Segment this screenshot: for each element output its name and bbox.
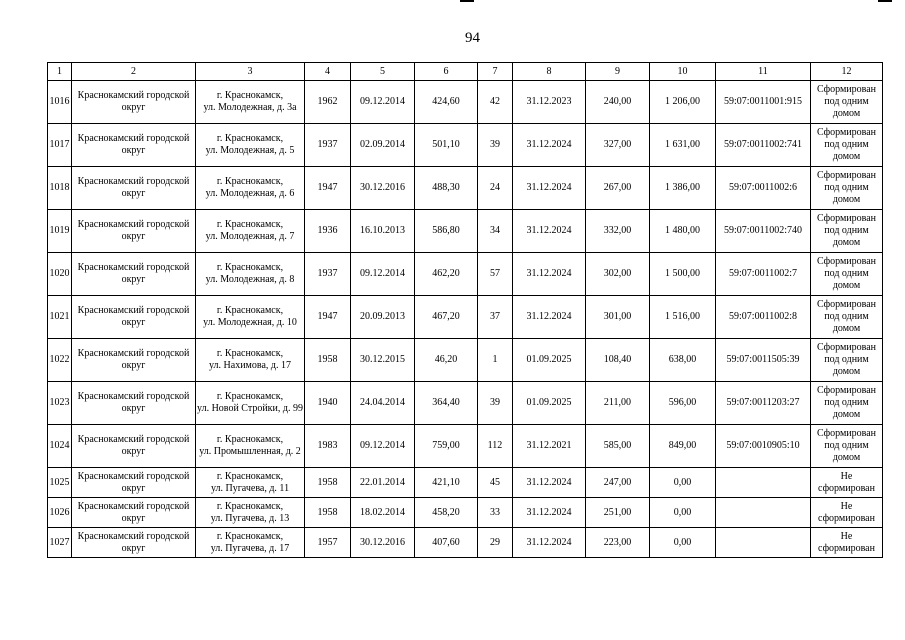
cell-date: 24.04.2014 [351,382,415,425]
cell-year: 1983 [305,425,351,468]
scan-mark [460,0,474,2]
cell-municipality: Краснокамский городской округ [72,81,196,124]
cell-cost: 1 631,00 [650,124,716,167]
cell-area: 501,10 [415,124,478,167]
address-street: ул. Молодежная, д. 5 [205,145,295,156]
cell-municipality: Краснокамский городской округ [72,339,196,382]
cell-deadline: 31.12.2023 [513,81,586,124]
address-city: г. Краснокамск, [216,348,284,359]
cell-cost: 1 206,00 [650,81,716,124]
cell-year: 1947 [305,296,351,339]
cell-cost: 0,00 [650,528,716,558]
address-city: г. Краснокамск, [216,305,284,316]
page-number: 94 [465,30,480,46]
column-header: 10 [650,63,716,81]
column-header: 11 [716,63,811,81]
column-header: 4 [305,63,351,81]
cell-address [196,210,305,253]
cell-residents: 34 [478,210,513,253]
cell-area: 421,10 [415,468,478,498]
cell-deadline: 01.09.2025 [513,382,586,425]
cell-cost: 0,00 [650,468,716,498]
cell-municipality: Краснокамский городской округ [72,124,196,167]
table-row [48,498,883,528]
cell-cadastral-number: 59:07:0011505:39 [716,339,811,382]
cell-municipality: Краснокамский городской округ [72,210,196,253]
cell-row-number: 1025 [48,468,72,498]
cell-date: 20.09.2013 [351,296,415,339]
cell-land-area: 240,00 [586,81,650,124]
cell-cadastral-number: 59:07:0011002:740 [716,210,811,253]
address-street: ул. Промышленная, д. 2 [199,446,301,457]
cell-cadastral-number: 59:07:0011002:6 [716,167,811,210]
cell-area: 424,60 [415,81,478,124]
table-row [48,167,883,210]
cell-residents: 45 [478,468,513,498]
address-city: г. Краснокамск, [216,470,284,482]
cell-row-number: 1019 [48,210,72,253]
table-row [48,468,883,498]
cell-cost: 1 480,00 [650,210,716,253]
cell-cadastral-number: 59:07:0010905:10 [716,425,811,468]
address-street: ул. Молодежная, д. 8 [205,274,295,285]
cell-year: 1957 [305,528,351,558]
cell-date: 09.12.2014 [351,81,415,124]
cell-date: 30.12.2016 [351,528,415,558]
cell-land-area: 251,00 [586,498,650,528]
address-street: ул. Пугачева, д. 11 [210,482,290,494]
column-header: 9 [586,63,650,81]
cell-cost: 596,00 [650,382,716,425]
column-header: 7 [478,63,513,81]
cell-address [196,382,305,425]
address-city: г. Краснокамск, [216,176,284,187]
cell-status: Сформирован под одним домом [811,425,883,468]
cell-residents: 42 [478,81,513,124]
cell-year: 1958 [305,339,351,382]
cell-residents: 57 [478,253,513,296]
cell-status: Сформирован под одним домом [811,339,883,382]
cell-area: 407,60 [415,528,478,558]
address-city: г. Краснокамск, [216,133,284,144]
cell-land-area: 302,00 [586,253,650,296]
cell-status: Сформирован под одним домом [811,167,883,210]
cell-status: Сформирован под одним домом [811,296,883,339]
column-header: 5 [351,63,415,81]
cell-area: 46,20 [415,339,478,382]
cell-municipality: Краснокамский городской округ [72,296,196,339]
cell-land-area: 223,00 [586,528,650,558]
cell-cadastral-number [716,498,811,528]
table-row [48,339,883,382]
registry-table [47,62,883,558]
cell-status: Сформирован под одним домом [811,210,883,253]
cell-residents: 112 [478,425,513,468]
cell-area: 462,20 [415,253,478,296]
cell-residents: 33 [478,498,513,528]
address-city: г. Краснокамск, [216,500,284,512]
table-header-row [48,63,883,81]
cell-address [196,528,305,558]
column-header: 1 [48,63,72,81]
address-street: ул. Пугачева, д. 17 [210,542,290,554]
cell-cadastral-number: 59:07:0011001:915 [716,81,811,124]
cell-land-area: 585,00 [586,425,650,468]
cell-land-area: 247,00 [586,468,650,498]
cell-cadastral-number: 59:07:0011002:8 [716,296,811,339]
cell-status: Сформирован под одним домом [811,81,883,124]
cell-cost: 1 386,00 [650,167,716,210]
cell-cost: 849,00 [650,425,716,468]
cell-deadline: 31.12.2024 [513,468,586,498]
cell-municipality: Краснокамский городской округ [72,528,196,558]
cell-row-number: 1018 [48,167,72,210]
cell-deadline: 31.12.2024 [513,296,586,339]
address-street: ул. Новой Стройки, д. 99 [197,403,303,414]
cell-deadline: 31.12.2024 [513,124,586,167]
cell-year: 1940 [305,382,351,425]
cell-status: Сформирован под одним домом [811,124,883,167]
cell-date: 30.12.2015 [351,339,415,382]
address-city: г. Краснокамск, [216,530,284,542]
cell-municipality: Краснокамский городской округ [72,253,196,296]
cell-cadastral-number: 59:07:0011002:7 [716,253,811,296]
cell-row-number: 1024 [48,425,72,468]
cell-area: 458,20 [415,498,478,528]
cell-residents: 39 [478,124,513,167]
table-row [48,382,883,425]
address-city: г. Краснокамск, [216,391,284,402]
cell-row-number: 1020 [48,253,72,296]
cell-municipality: Краснокамский городской округ [72,498,196,528]
cell-deadline: 31.12.2024 [513,528,586,558]
column-header: 8 [513,63,586,81]
cell-status: Сформирован под одним домом [811,382,883,425]
cell-year: 1936 [305,210,351,253]
table-row [48,528,883,558]
address-street: ул. Пугачева, д. 13 [210,512,290,524]
cell-year: 1962 [305,81,351,124]
cell-area: 586,80 [415,210,478,253]
table-row [48,253,883,296]
cell-address [196,468,305,498]
cell-municipality: Краснокамский городской округ [72,382,196,425]
cell-year: 1958 [305,498,351,528]
cell-row-number: 1027 [48,528,72,558]
cell-address [196,124,305,167]
cell-date: 02.09.2014 [351,124,415,167]
cell-deadline: 31.12.2024 [513,498,586,528]
address-city: г. Краснокамск, [216,262,284,273]
column-header: 6 [415,63,478,81]
cell-year: 1937 [305,253,351,296]
cell-deadline: 31.12.2024 [513,210,586,253]
cell-land-area: 301,00 [586,296,650,339]
cell-row-number: 1016 [48,81,72,124]
cell-date: 16.10.2013 [351,210,415,253]
table-row [48,124,883,167]
cell-cost: 638,00 [650,339,716,382]
cell-address [196,81,305,124]
cell-address [196,167,305,210]
address-street: ул. Молодежная, д. 10 [203,317,297,328]
cell-deadline: 01.09.2025 [513,339,586,382]
cell-row-number: 1021 [48,296,72,339]
column-header: 2 [72,63,196,81]
cell-cadastral-number: 59:07:0011002:741 [716,124,811,167]
cell-residents: 1 [478,339,513,382]
cell-date: 09.12.2014 [351,253,415,296]
cell-residents: 24 [478,167,513,210]
cell-date: 09.12.2014 [351,425,415,468]
cell-year: 1947 [305,167,351,210]
address-street: ул. Молодежная, д. 3а [203,102,297,113]
address-city: г. Краснокамск, [216,434,284,445]
cell-area: 467,20 [415,296,478,339]
cell-land-area: 327,00 [586,124,650,167]
cell-date: 18.02.2014 [351,498,415,528]
cell-row-number: 1017 [48,124,72,167]
cell-address [196,296,305,339]
address-street: ул. Нахимова, д. 17 [208,360,291,371]
address-city: г. Краснокамск, [216,219,284,230]
cell-year: 1958 [305,468,351,498]
table-row [48,210,883,253]
cell-status: Не сформирован [811,498,883,528]
column-header: 3 [196,63,305,81]
address-city: г. Краснокамск, [216,90,284,101]
cell-cost: 1 500,00 [650,253,716,296]
cell-address [196,425,305,468]
cell-address [196,253,305,296]
table-row [48,296,883,339]
cell-status: Сформирован под одним домом [811,253,883,296]
cell-residents: 39 [478,382,513,425]
cell-municipality: Краснокамский городской округ [72,167,196,210]
cell-land-area: 108,40 [586,339,650,382]
cell-cadastral-number [716,528,811,558]
cell-status: Не сформирован [811,528,883,558]
cell-deadline: 31.12.2024 [513,253,586,296]
cell-area: 759,00 [415,425,478,468]
cell-row-number: 1026 [48,498,72,528]
cell-date: 30.12.2016 [351,167,415,210]
cell-deadline: 31.12.2021 [513,425,586,468]
cell-municipality: Краснокамский городской округ [72,425,196,468]
cell-date: 22.01.2014 [351,468,415,498]
cell-land-area: 267,00 [586,167,650,210]
table-row [48,425,883,468]
cell-year: 1937 [305,124,351,167]
scan-mark [878,0,892,2]
column-header: 12 [811,63,883,81]
cell-area: 364,40 [415,382,478,425]
cell-residents: 29 [478,528,513,558]
address-street: ул. Молодежная, д. 6 [205,188,295,199]
cell-row-number: 1022 [48,339,72,382]
cell-status: Не сформирован [811,468,883,498]
cell-land-area: 332,00 [586,210,650,253]
table-row [48,81,883,124]
cell-area: 488,30 [415,167,478,210]
cell-cost: 0,00 [650,498,716,528]
cell-residents: 37 [478,296,513,339]
cell-address [196,339,305,382]
cell-land-area: 211,00 [586,382,650,425]
cell-row-number: 1023 [48,382,72,425]
cell-municipality: Краснокамский городской округ [72,468,196,498]
cell-cadastral-number [716,468,811,498]
cell-address [196,498,305,528]
cell-deadline: 31.12.2024 [513,167,586,210]
cell-cost: 1 516,00 [650,296,716,339]
address-street: ул. Молодежная, д. 7 [205,231,295,242]
cell-cadastral-number: 59:07:0011203:27 [716,382,811,425]
